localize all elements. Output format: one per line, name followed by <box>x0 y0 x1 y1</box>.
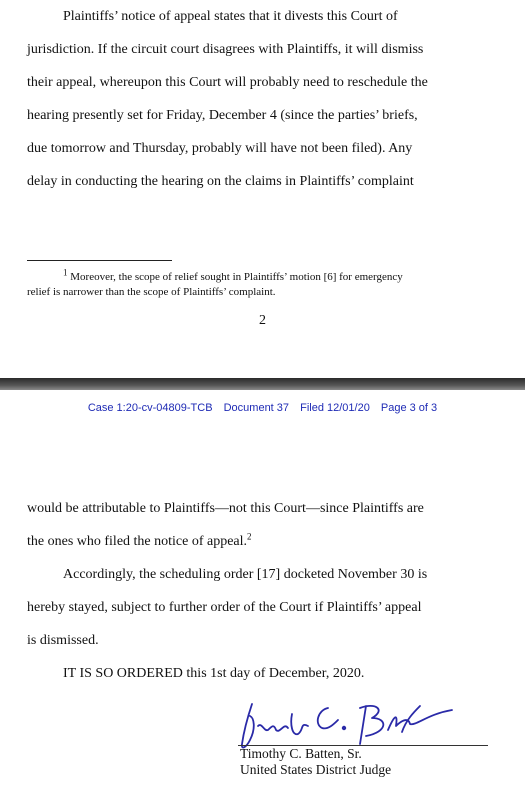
text-line: delay in conducting the hearing on the claims in Plaintiffs’ complaint <box>27 174 414 189</box>
text-line: jurisdiction. If the circuit court disagrees with Plaintiffs, it will dismiss <box>27 42 424 57</box>
filed-date: Filed 12/01/20 <box>300 402 370 414</box>
filing-header <box>0 402 525 414</box>
signer-block <box>240 746 391 778</box>
order-paragraph <box>27 657 499 690</box>
page-separator <box>0 378 525 390</box>
signature-image <box>238 696 453 752</box>
footnote-line <box>27 267 497 285</box>
case-number: Case 1:20-cv-04809-TCB <box>87 402 213 414</box>
signer-name: Timothy C. Batten, Sr. <box>240 746 362 761</box>
body-paragraph <box>27 558 499 657</box>
text-line: due tomorrow and Thursday, probably will have not been filed). Any <box>27 141 413 156</box>
document-number: Document 37 <box>223 402 290 414</box>
text-line: hearing presently set for Friday, December 4 (since the parties’ briefs, <box>27 108 418 123</box>
text-fragment: the ones who filed the notice of appeal. <box>27 534 248 549</box>
text-line: is dismissed. <box>27 633 99 648</box>
text-line: Plaintiffs’ notice of appeal states that it divests this Court of <box>63 9 398 24</box>
footnote <box>27 267 497 300</box>
page-count: Page 3 of 3 <box>380 402 438 414</box>
footnote-line: relief is narrower than the scope of Plaintiffs’ complaint. <box>27 286 276 298</box>
text-line: their appeal, whereupon this Court will probably need to reschedule the <box>27 75 428 90</box>
text-line: would be attributable to Plaintiffs—not this Court—since Plaintiffs are <box>27 501 424 516</box>
footnote-text: Moreover, the scope of relief sought in Plaintiffs’ motion [6] for emergency <box>70 271 403 283</box>
footnote-marker: 2 <box>247 531 252 542</box>
footnote-divider <box>27 260 172 261</box>
page-number: 2 <box>259 313 266 328</box>
text-line: hereby stayed, subject to further order of the Court if Plaintiffs’ appeal <box>27 600 422 615</box>
body-paragraph <box>27 0 499 198</box>
document-page-2 <box>0 0 525 378</box>
document-page-3 <box>0 390 525 800</box>
footnote-marker: 1 <box>63 267 68 278</box>
signer-title: United States District Judge <box>240 762 392 777</box>
text-line <box>27 525 499 558</box>
text-line: Accordingly, the scheduling order [17] docketed November 30 is <box>63 567 428 582</box>
order-line: IT IS SO ORDERED this 1st day of December, 2020. <box>63 666 365 681</box>
body-paragraph <box>27 492 499 558</box>
